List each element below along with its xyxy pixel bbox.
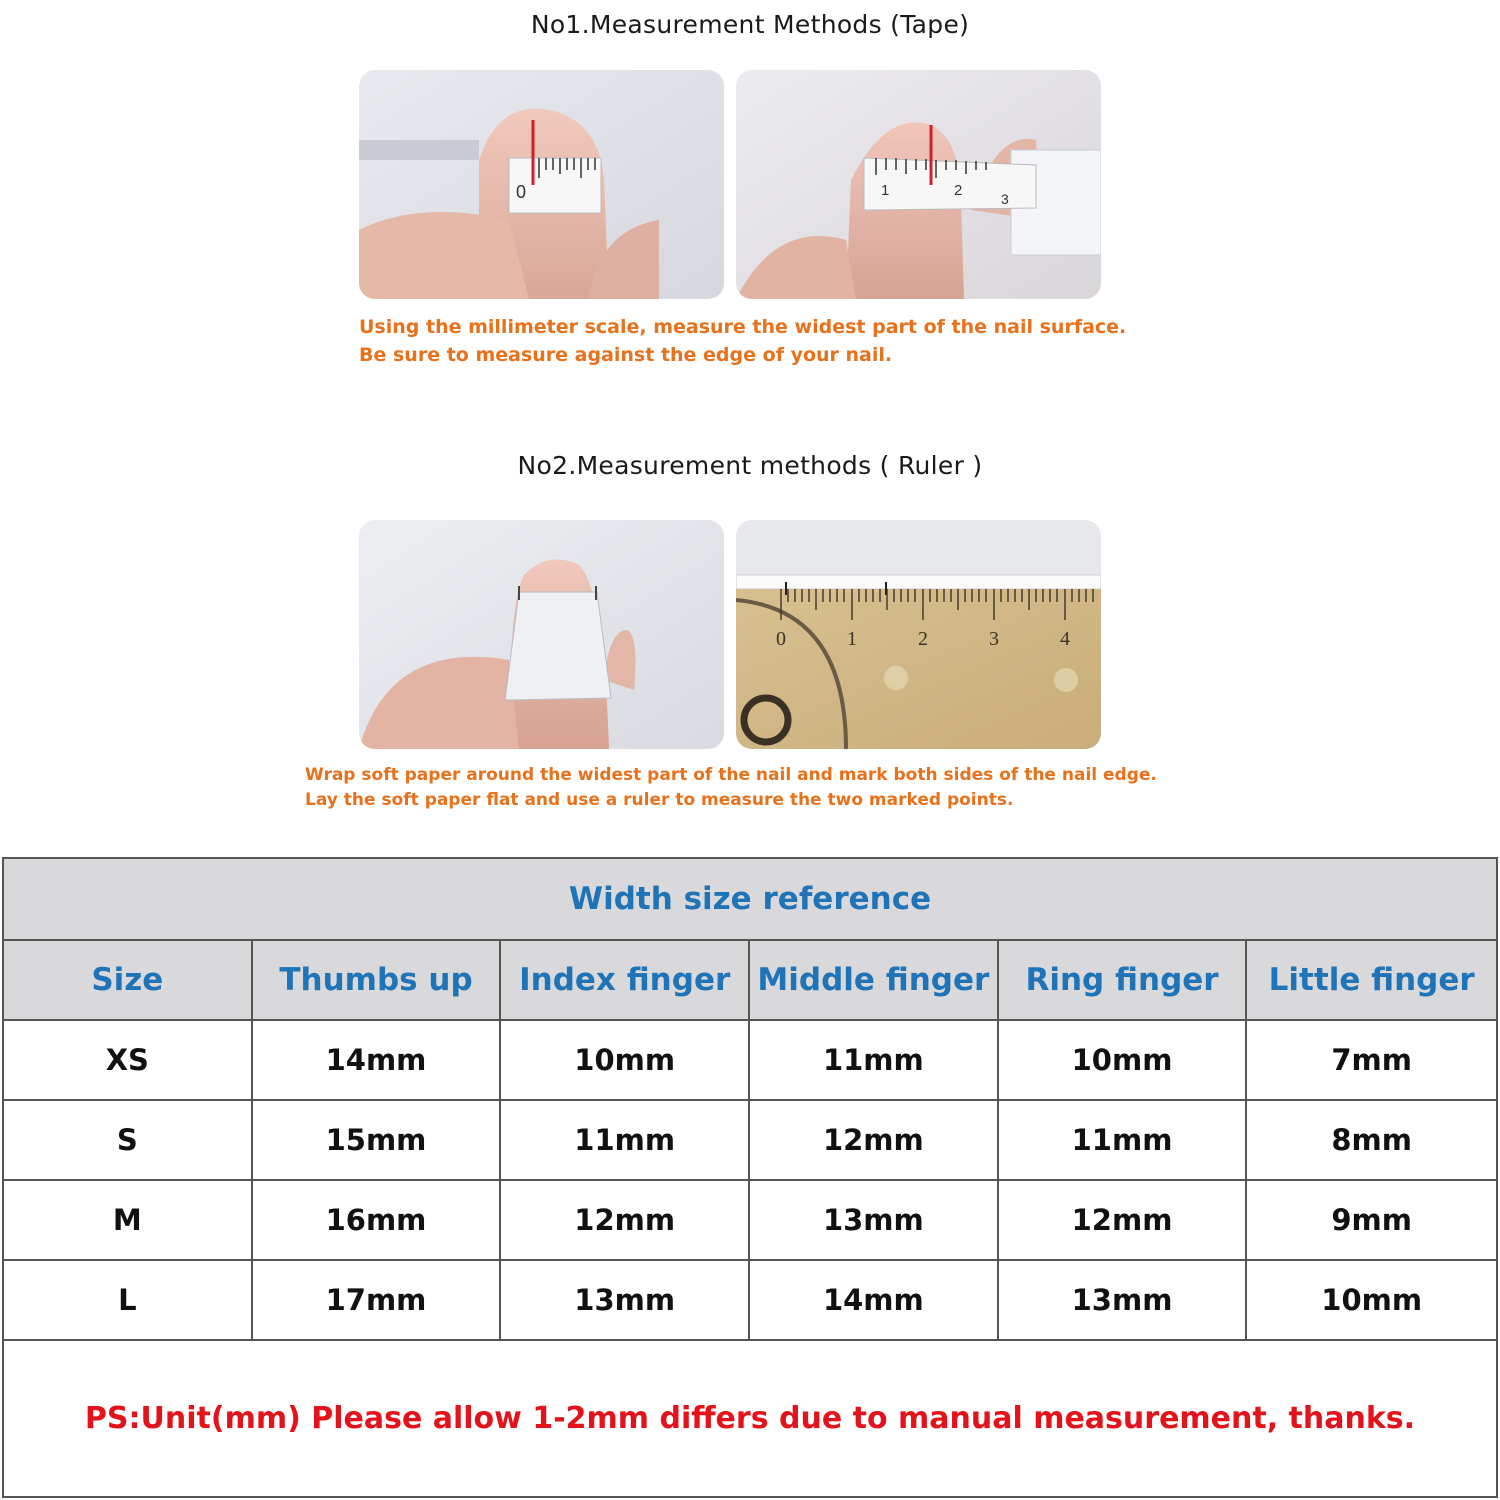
table-cell: 11mm [999, 1101, 1248, 1179]
tape-label: 0 [516, 182, 527, 202]
tape-label: 1 [881, 182, 890, 199]
header-cell: Little finger [1268, 962, 1475, 998]
table-cell: 14mm [253, 1021, 502, 1099]
table-cell: 12mm [501, 1181, 750, 1259]
measurement-note: PS:Unit(mm) Please allow 1-2mm differs due to manual measurement, thanks. [84, 1401, 1416, 1436]
table-cell: 10mm [501, 1021, 750, 1099]
table-cell: 16mm [253, 1181, 502, 1259]
table-cell: 13mm [999, 1261, 1248, 1339]
table-cell: 11mm [501, 1101, 750, 1179]
table-cell: 14mm [750, 1261, 999, 1339]
table-cell: L [4, 1261, 253, 1339]
section2-caption [305, 763, 1157, 813]
table-row [4, 1021, 1496, 1101]
section1-heading: No1.Measurement Methods (Tape) [530, 10, 970, 39]
tape-measure-photo-2 [736, 70, 1101, 299]
section2-heading: No2.Measurement methods ( Ruler ) [517, 451, 983, 480]
table-cell: 12mm [750, 1101, 999, 1179]
header-cell: Index finger [501, 941, 750, 1019]
ruler-photo [736, 520, 1101, 749]
caption-line: Wrap soft paper around the widest part of the nail and mark both sides of the nail edge. [305, 765, 1157, 785]
table-cell: 11mm [750, 1021, 999, 1099]
table-title: Width size reference [4, 859, 1496, 941]
table-cell: XS [4, 1021, 253, 1099]
table-cell: 8mm [1331, 1123, 1412, 1157]
header-cell: Size [4, 941, 253, 1019]
tape-label: 3 [1001, 191, 1009, 207]
ruler-label: 0 [776, 628, 786, 650]
header-cell: Thumbs up [253, 941, 502, 1019]
section1-caption [359, 313, 1126, 369]
header-cell: Middle finger [750, 941, 999, 1019]
table-header-row [4, 941, 1496, 1021]
caption-line: Lay the soft paper flat and use a ruler to measure the two marked points. [305, 790, 1014, 810]
table-cell: 13mm [750, 1181, 999, 1259]
table-cell: 7mm [1331, 1043, 1412, 1077]
table-cell: 10mm [999, 1021, 1248, 1099]
size-reference-table [2, 857, 1498, 1498]
table-cell: 10mm [1321, 1283, 1423, 1317]
table-cell: 13mm [501, 1261, 750, 1339]
table-cell: M [4, 1181, 253, 1259]
table-row [4, 1181, 1496, 1261]
table-row [4, 1101, 1496, 1181]
ruler-label: 2 [918, 628, 928, 650]
ruler-label: 3 [989, 628, 999, 650]
tape-measure-photo-1 [359, 70, 724, 299]
tape-label: 2 [954, 182, 963, 199]
caption-line: Be sure to measure against the edge of your nail. [359, 344, 893, 366]
ruler-label: 4 [1060, 628, 1070, 650]
caption-line: Using the millimeter scale, measure the widest part of the nail surface. [359, 316, 1127, 338]
table-cell: 12mm [999, 1181, 1248, 1259]
header-cell: Ring finger [999, 941, 1248, 1019]
table-cell: 15mm [253, 1101, 502, 1179]
ruler-label: 1 [847, 628, 857, 650]
table-row [4, 1261, 1496, 1341]
table-cell: 9mm [1331, 1203, 1412, 1237]
table-cell: 17mm [253, 1261, 502, 1339]
paper-wrap-photo [359, 520, 724, 749]
table-cell: S [4, 1101, 253, 1179]
